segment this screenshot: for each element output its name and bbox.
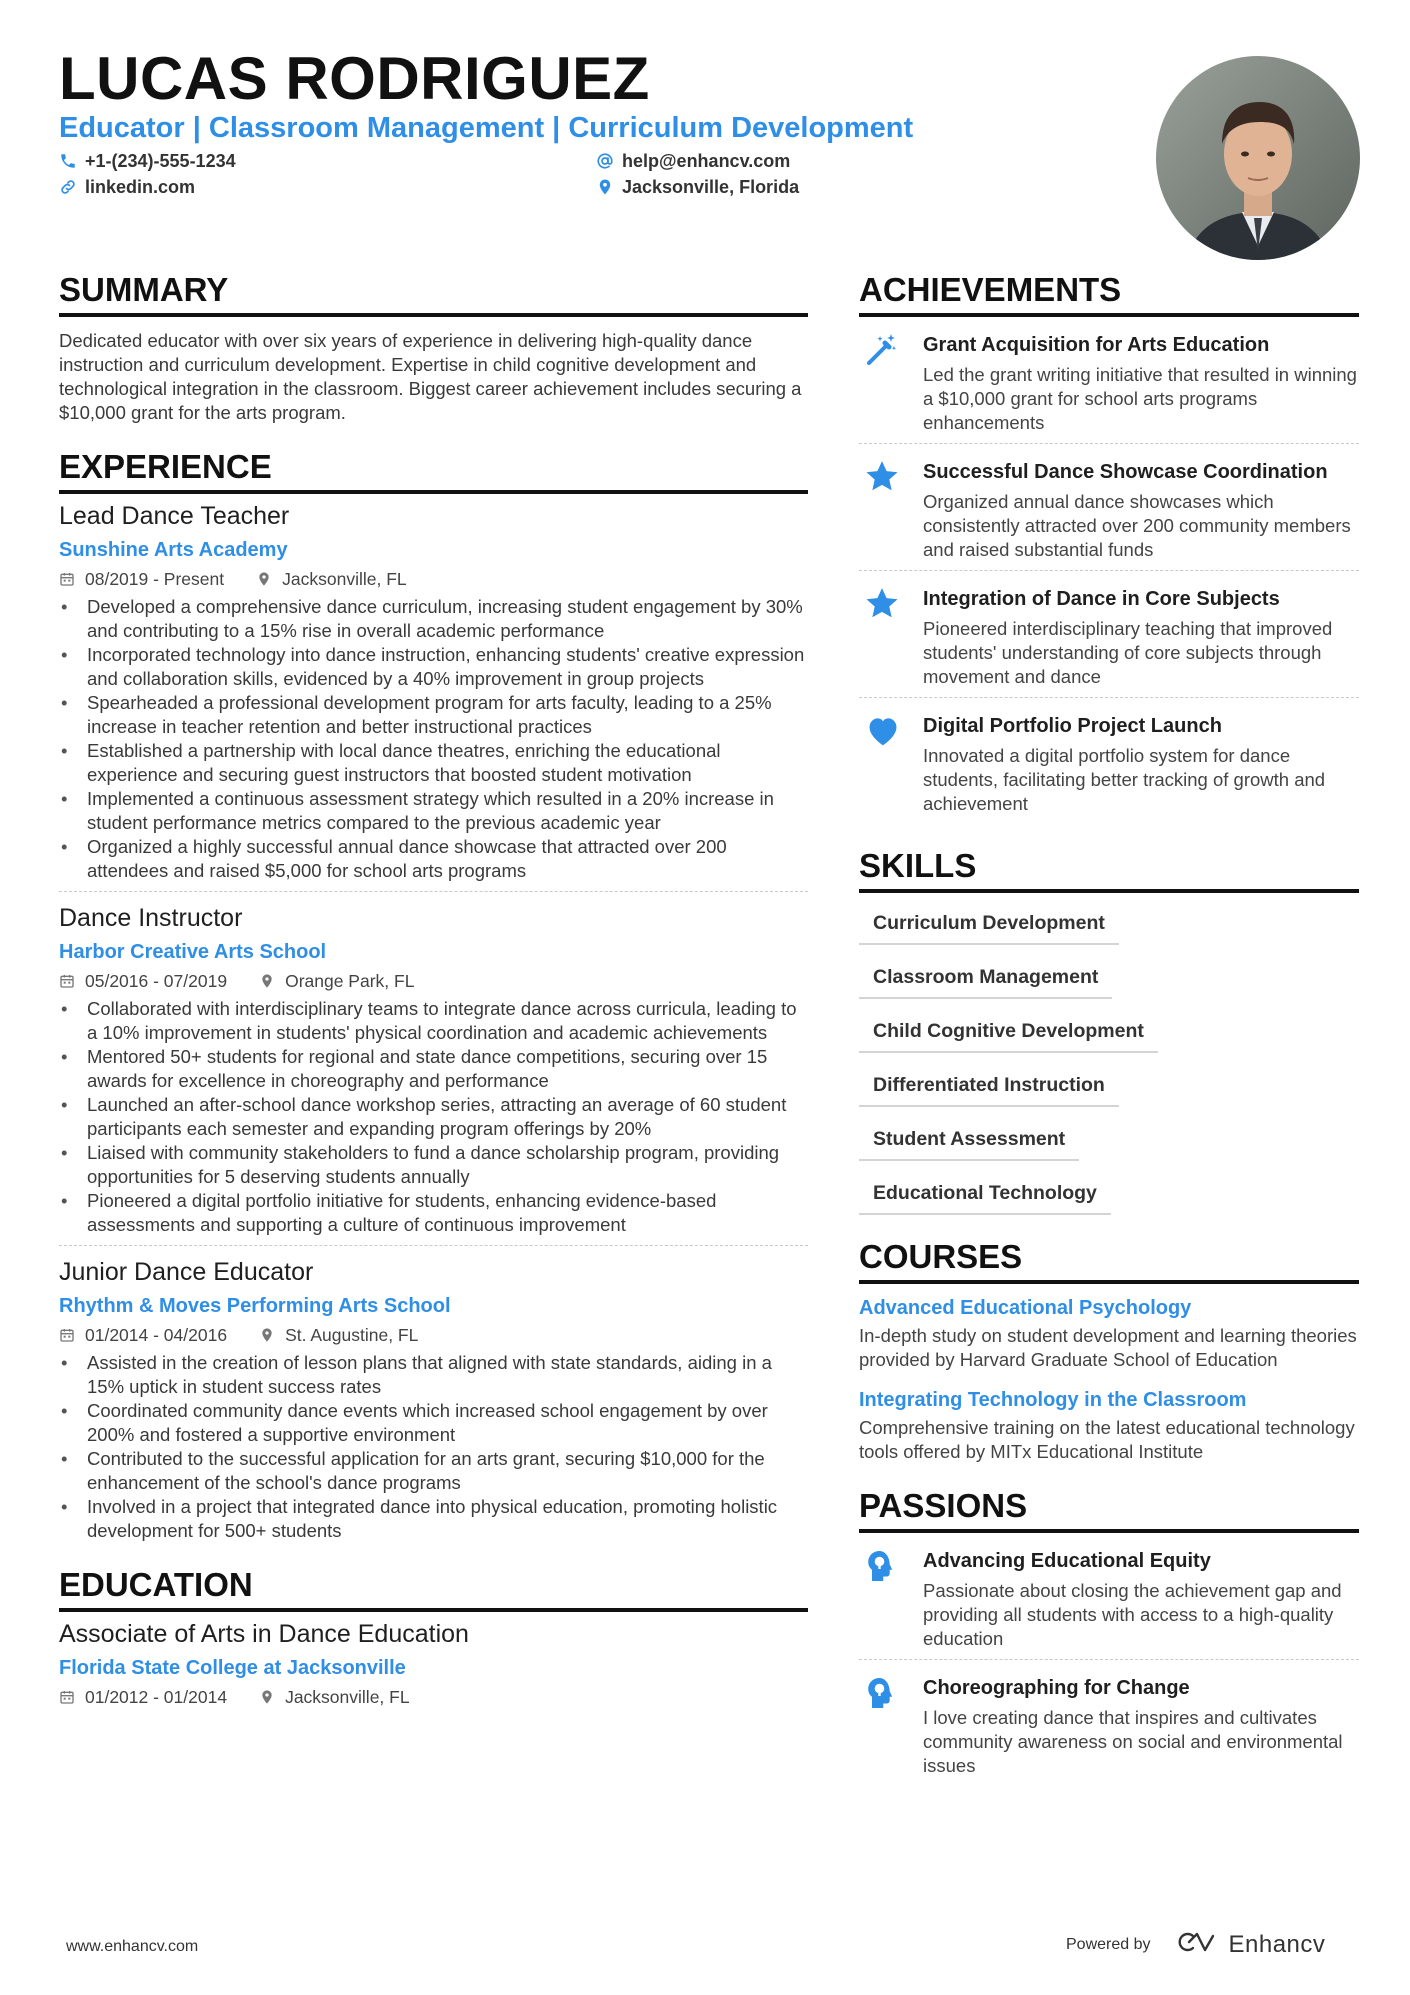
achievement-item [859, 570, 1359, 697]
summary-heading: SUMMARY [59, 270, 808, 317]
job-dates: 05/2016 - 07/2019 [85, 971, 228, 991]
skill-tag: Educational Technology [859, 1173, 1111, 1215]
courses-section [859, 1237, 1359, 1464]
phone-text: +1-(234)-555-1234 [85, 150, 236, 171]
company-name: Rhythm & Moves Performing Arts School [59, 1295, 451, 1317]
job-title: Lead Dance Teacher [59, 502, 290, 530]
job-entry [59, 1245, 808, 1543]
job-bullet: • Liaised with community stakeholders to fund a dance scholarship program, providing opportunities for 5 deserving students annually [59, 1141, 808, 1189]
job-bullets [59, 1351, 808, 1543]
star-icon [859, 585, 923, 625]
left-column [59, 270, 808, 1731]
job-location-wrap [259, 969, 414, 993]
linkedin-text: linkedin.com [85, 176, 196, 197]
school-name: Florida State College at Jacksonville [59, 1657, 406, 1679]
brand-logo[interactable] [1175, 1930, 1326, 1959]
achievement-desc: Innovated a digital portfolio system for dance students, facilitating better tracking of growth and achievement [923, 745, 1326, 814]
passions-section [859, 1486, 1359, 1786]
job-location-wrap [256, 567, 407, 591]
passion-desc: Passionate about closing the achievement gap and providing all students with access to a high-quality education [923, 1580, 1342, 1649]
contact-location [596, 175, 799, 199]
contact-linkedin[interactable] [59, 175, 195, 199]
calendar-icon [59, 1689, 75, 1705]
head-idea-icon [859, 1547, 923, 1587]
heart-icon [859, 712, 923, 752]
achievement-body [923, 585, 1359, 689]
job-entry [59, 891, 808, 1237]
head-idea-icon [859, 1674, 923, 1714]
magic-wand-icon [859, 331, 923, 371]
location-pin-icon [259, 973, 275, 989]
summary-text: Dedicated educator with over six years of experience in delivering high-quality dance instruction and curriculum development. Expertise in child cognitive development and technological integration in the classroom. Biggest career achievement includes securing a $10,000 grant for the arts program. [59, 330, 802, 423]
job-bullet: • Involved in a project that integrated dance into physical education, promoting holistic development for 500+ students [59, 1495, 808, 1543]
course-title: Advanced Educational Psychology [859, 1297, 1192, 1319]
achievement-desc: Pioneered interdisciplinary teaching that improved students' understanding of core subjects through movement and dance [923, 618, 1333, 687]
achievement-item [859, 443, 1359, 570]
job-location-wrap [259, 1323, 418, 1347]
job-bullet: • Pioneered a digital portfolio initiative for students, enhancing evidence-based assessments and supporting a culture of continuous improvement [59, 1189, 808, 1237]
achievements-section [859, 270, 1359, 824]
job-location: St. Augustine, FL [285, 1325, 419, 1345]
at-icon [596, 152, 614, 170]
profile-photo [1156, 56, 1360, 260]
email-text: help@enhancv.com [622, 150, 791, 171]
job-bullet: • Launched an after-school dance workshop series, attracting an average of 60 student participants each semester and expanding program offerings by 20% [59, 1093, 808, 1141]
job-bullet: • Assisted in the creation of lesson plans that aligned with state standards, aiding in a 15% uptick in student success rates [59, 1351, 808, 1399]
achievement-title: Integration of Dance in Core Subjects [923, 588, 1280, 610]
skills-heading: SKILLS [859, 846, 1359, 893]
brand-name: Enhancv [1228, 1930, 1326, 1958]
education-heading: EDUCATION [59, 1565, 808, 1612]
calendar-icon [59, 571, 75, 587]
achievement-item [859, 317, 1359, 443]
calendar-icon [59, 1327, 75, 1343]
job-dates: 01/2014 - 04/2016 [85, 1325, 228, 1345]
location-pin-icon [259, 1689, 275, 1705]
experience-heading: EXPERIENCE [59, 447, 808, 494]
contact-email[interactable] [596, 149, 790, 173]
achievement-title: Successful Dance Showcase Coordination [923, 461, 1328, 483]
courses-heading: COURSES [859, 1237, 1359, 1284]
achievement-body [923, 331, 1359, 435]
education-location-wrap [259, 1685, 410, 1709]
achievement-item [859, 697, 1359, 824]
location-pin-icon [596, 178, 614, 196]
job-bullet: • Collaborated with interdisciplinary teams to integrate dance across curricula, leading to a 10% improvement in students' physical coordination and academic achievements [59, 997, 808, 1045]
company-name: Sunshine Arts Academy [59, 539, 288, 561]
job-title: Dance Instructor [59, 904, 243, 932]
course-desc: Comprehensive training on the latest educational technology tools offered by MITx Educational Institute [859, 1417, 1355, 1462]
education-dates: 01/2012 - 01/2014 [85, 1687, 228, 1707]
passion-item [859, 1533, 1359, 1659]
achievement-title: Grant Acquisition for Arts Education [923, 334, 1270, 356]
job-bullet: • Coordinated community dance events which increased school engagement by over 200% and fostered a supportive environment [59, 1399, 808, 1447]
course-title: Integrating Technology in the Classroom [859, 1389, 1247, 1411]
candidate-headline: Educator | Classroom Management | Curriculum Development [59, 112, 914, 144]
skill-tag: Child Cognitive Development [859, 1011, 1158, 1053]
job-bullet: • Developed a comprehensive dance curriculum, increasing student engagement by 30% and contributing to a 15% rise in overall academic performance [59, 595, 808, 643]
location-pin-icon [256, 571, 272, 587]
skills-list [859, 903, 1359, 1215]
experience-section [59, 447, 808, 1543]
skill-tag: Curriculum Development [859, 903, 1119, 945]
location-text: Jacksonville, Florida [622, 176, 800, 197]
phone-icon [59, 152, 77, 170]
education-meta [59, 1685, 808, 1709]
passions-heading: PASSIONS [859, 1486, 1359, 1533]
job-bullet: • Incorporated technology into dance instruction, enhancing students' creative expression and collaboration skills, evidenced by a 40% improvement in group projects [59, 643, 808, 691]
job-meta [59, 969, 808, 993]
skill-tag: Differentiated Instruction [859, 1065, 1119, 1107]
passion-desc: I love creating dance that inspires and cultivates community awareness on social and environmental issues [923, 1707, 1343, 1776]
achievement-desc: Organized annual dance showcases which consistently attracted over 200 community members and raised substantial funds [923, 491, 1351, 560]
achievement-desc: Led the grant writing initiative that resulted in winning a $10,000 grant for school arts programs enhancements [923, 364, 1357, 433]
education-entry [59, 1612, 808, 1709]
course-item [859, 1386, 1359, 1464]
achievement-title: Digital Portfolio Project Launch [923, 715, 1222, 737]
achievement-body [923, 712, 1359, 816]
job-bullet: • Implemented a continuous assessment strategy which resulted in a 20% increase in student performance metrics compared to the previous academic year [59, 787, 808, 835]
passion-title: Advancing Educational Equity [923, 1550, 1211, 1572]
education-section [59, 1565, 808, 1709]
course-item [859, 1294, 1359, 1372]
footer-website[interactable]: www.enhancv.com [66, 1938, 199, 1955]
location-pin-icon [259, 1327, 275, 1343]
job-dates: 08/2019 - Present [85, 569, 225, 589]
job-title: Junior Dance Educator [59, 1258, 314, 1286]
job-location: Jacksonville, FL [282, 569, 407, 589]
degree-title: Associate of Arts in Dance Education [59, 1620, 469, 1648]
powered-by-text: Powered by [1066, 1935, 1151, 1953]
job-bullet: • Mentored 50+ students for regional and state dance competitions, securing over 15 awards for excellence in choreography and performance [59, 1045, 808, 1093]
star-icon [859, 458, 923, 498]
job-bullet: • Established a partnership with local dance theatres, enriching the educational experience and securing guest instructors that boosted student motivation [59, 739, 808, 787]
skill-tag: Student Assessment [859, 1119, 1079, 1161]
link-icon [59, 178, 77, 196]
calendar-icon [59, 973, 75, 989]
job-bullets [59, 997, 808, 1237]
skills-section [859, 846, 1359, 1215]
job-bullet: • Spearheaded a professional development program for arts faculty, leading to a 25% increase in teacher retention and better instructional practices [59, 691, 808, 739]
course-desc: In-depth study on student development and learning theories provided by Harvard Graduate School of Education [859, 1325, 1357, 1370]
enhancv-logo-icon [1175, 1930, 1221, 1959]
passion-title: Choreographing for Change [923, 1677, 1190, 1699]
right-column [859, 270, 1359, 1808]
contact-phone[interactable] [59, 149, 236, 173]
footer-branding [1066, 1930, 1325, 1959]
job-bullets [59, 595, 808, 883]
passion-body [923, 1547, 1359, 1651]
job-bullet: • Organized a highly successful annual dance showcase that attracted over 200 attendees and raised $5,000 for school arts programs [59, 835, 808, 883]
summary-section [59, 270, 808, 425]
job-meta [59, 1323, 808, 1347]
passion-body [923, 1674, 1359, 1778]
job-location: Orange Park, FL [285, 971, 415, 991]
contact-info [59, 149, 819, 201]
job-entry [59, 494, 808, 883]
achievement-body [923, 458, 1359, 562]
job-bullet: • Contributed to the successful application for an arts grant, securing $10,000 for the enhancement of the school's dance programs [59, 1447, 808, 1495]
achievements-heading: ACHIEVEMENTS [859, 270, 1359, 317]
passion-item [859, 1659, 1359, 1786]
job-meta [59, 567, 808, 591]
skill-tag: Classroom Management [859, 957, 1112, 999]
education-location: Jacksonville, FL [285, 1687, 410, 1707]
candidate-name: LUCAS RODRIGUEZ [59, 45, 650, 112]
company-name: Harbor Creative Arts School [59, 941, 327, 963]
